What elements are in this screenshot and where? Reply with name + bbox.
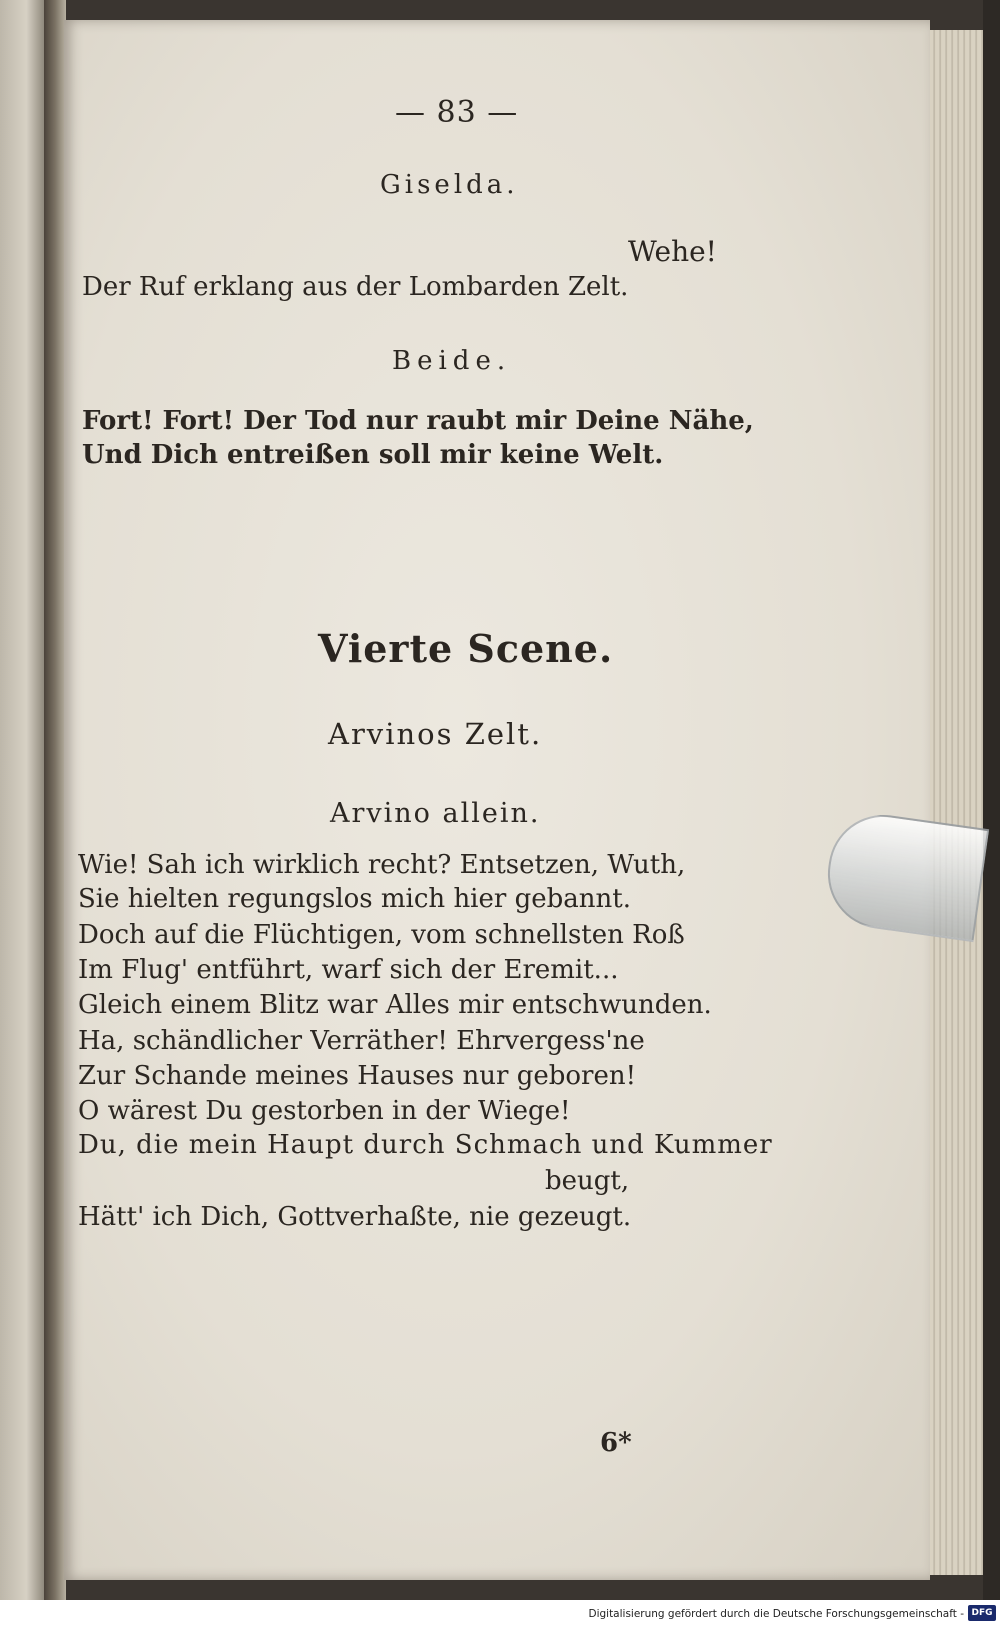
monologue-line: Zur Schande meines Hauses nur geboren! — [78, 1061, 637, 1091]
monologue-line: Sie hielten regungslos mich hier gebannt. — [78, 884, 631, 914]
signature-mark: 6* — [600, 1428, 632, 1458]
monologue-line: Gleich einem Blitz war Alles mir entschwunden. — [78, 990, 712, 1020]
stage-direction: Arvino allein. — [330, 798, 541, 829]
scene-title: Vierte Scene. — [318, 626, 614, 671]
monologue-line: Ha, schändlicher Verräther! Ehrvergess'ne — [78, 1026, 645, 1056]
monologue-line: O wärest Du gestorben in der Wiege! — [78, 1096, 571, 1126]
verse-line: Und Dich entreißen soll mir keine Welt. — [82, 440, 664, 470]
verse-line: Fort! Fort! Der Tod nur raubt mir Deine Nähe, — [82, 406, 754, 436]
monologue-line: Hätt' ich Dich, Gottverhaßte, nie gezeugt. — [78, 1202, 632, 1232]
monologue-line: Im Flug' entführt, warf sich der Eremit... — [78, 955, 619, 985]
page-number: — 83 — — [395, 95, 519, 130]
monologue-line: Wie! Sah ich wirklich recht? Entsetzen, Wuth, — [78, 850, 686, 880]
exclamation-line: Wehe! — [628, 235, 717, 268]
scene-location: Arvinos Zelt. — [328, 717, 543, 751]
book-gutter — [44, 0, 66, 1600]
digitization-credit: Digitalisierung gefördert durch die Deutsche Forschungsgemeinschaft - — [588, 1608, 964, 1620]
facing-page-edge — [0, 0, 44, 1600]
monologue-line: Doch auf die Flüchtigen, vom schnellsten Roß — [78, 920, 685, 950]
verse-line: Der Ruf erklang aus der Lombarden Zelt. — [82, 272, 629, 302]
speaker-beide: Beide. — [392, 346, 512, 376]
dfg-logo-icon: DFG — [968, 1605, 996, 1621]
monologue-line: Du, die mein Haupt durch Schmach und Kummer — [78, 1130, 773, 1160]
scan-border — [983, 0, 1000, 1600]
monologue-line-continuation: beugt, — [545, 1166, 630, 1196]
footer-bar — [0, 1600, 1000, 1628]
speaker-giselda: Giselda. — [380, 170, 519, 200]
